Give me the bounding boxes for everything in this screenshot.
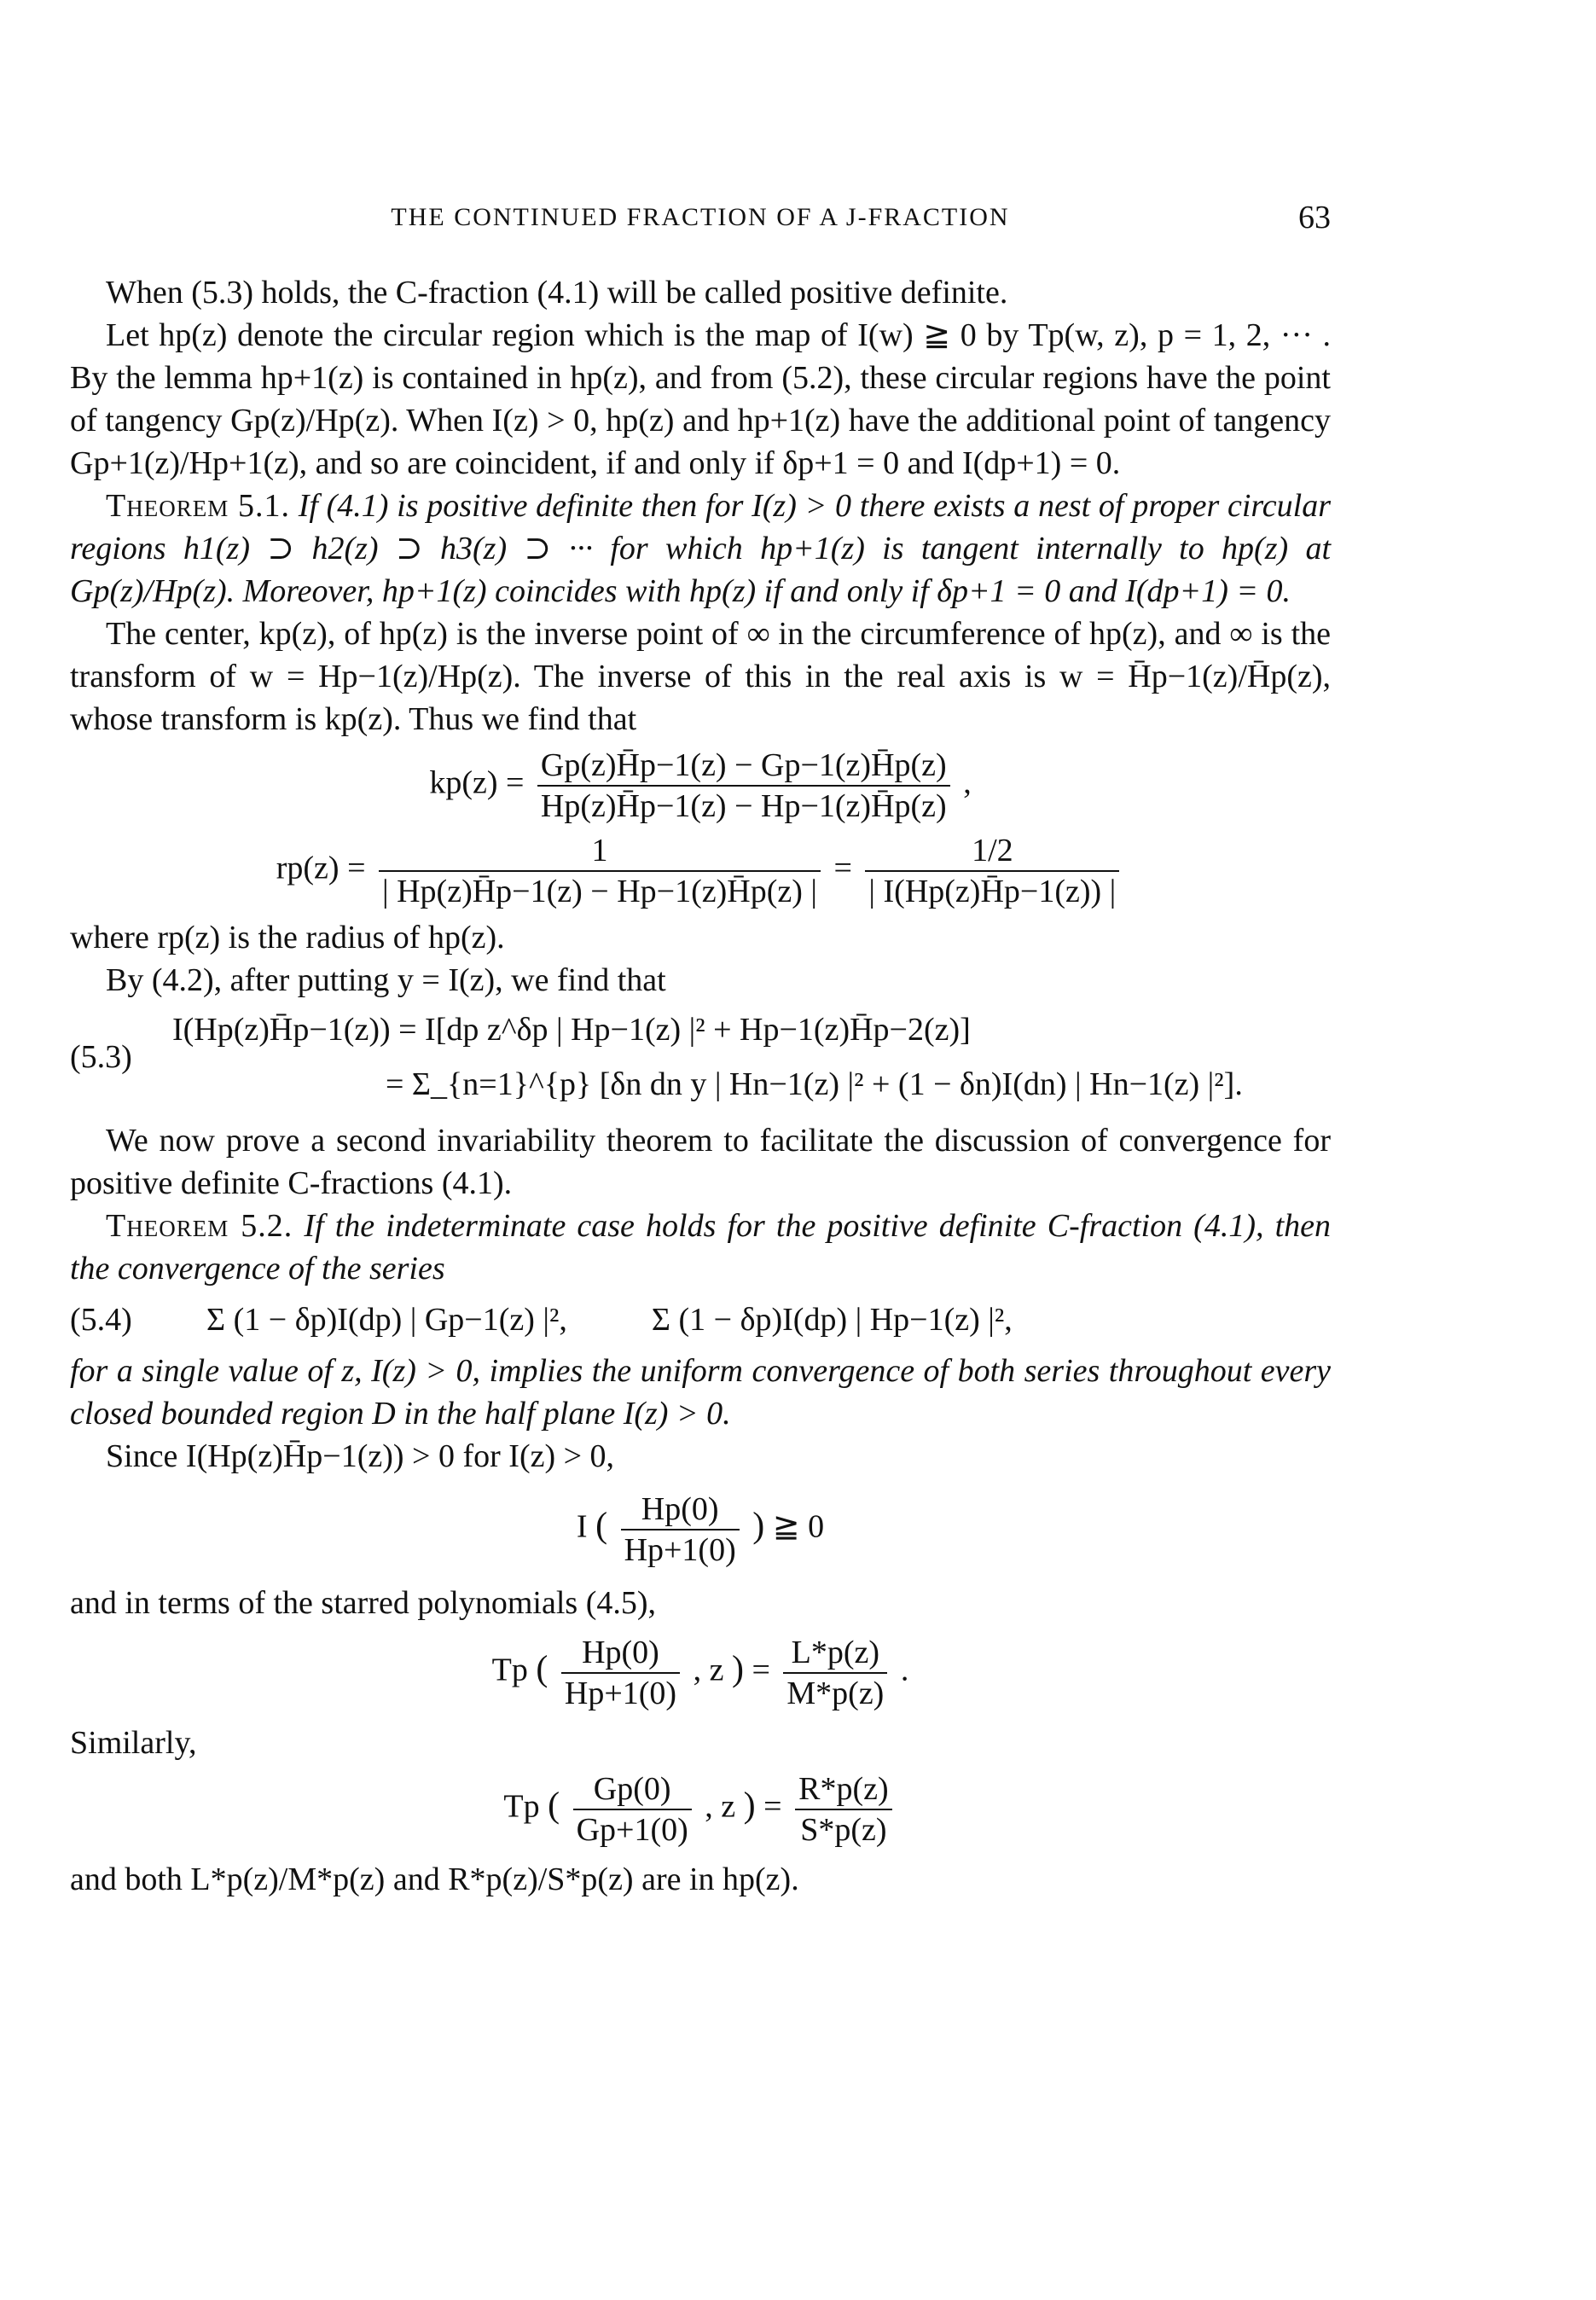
tp2-arg-tail: , z: [705, 1788, 736, 1825]
ineq-numerator: Hp(0): [621, 1490, 740, 1530]
rp-equals: =: [833, 850, 852, 886]
tp2-rhs-fraction: [795, 1769, 892, 1850]
tp2-arg-fraction: [573, 1769, 692, 1850]
tp-rhs-denominator: M*p(z): [786, 1676, 885, 1711]
rp-fraction-1: [379, 831, 821, 911]
rp-numerator-2: 1/2: [865, 831, 1119, 872]
tp2-rhs-numerator: R*p(z): [795, 1769, 892, 1810]
paragraph-invariability: We now prove a second invariability theorem to facilitate the discussion of convergence for positive definite C-fractions (4.1).: [70, 1123, 1331, 1201]
theorem-5-2-label: Theorem 5.2.: [106, 1208, 293, 1244]
paragraph-positive-definite: When (5.3) holds, the C-fraction (4.1) will be called positive definite.: [106, 275, 1008, 311]
inequality-hp-ratio: I ( $\frac{Hp(0)}{Hp+1(0)}$ ) ≧ 0: [576, 1491, 825, 1568]
ineq-lhs: I: [576, 1508, 588, 1545]
equation-5-4-series-1: Σ (1 − δp)I(dp) | Gp−1(z) |²,: [206, 1302, 567, 1338]
running-title: THE CONTINUED FRACTION OF A J-FRACTION: [391, 203, 1010, 231]
equation-5-4: [70, 1298, 1331, 1341]
tp-arg-tail: , z: [693, 1652, 724, 1688]
paragraph-center: The center, kp(z), of hp(z) is the inverse point of ∞ in the circumference of hp(z), and ∞ is the transform of w = Hp−1(z)/Hp(z). The inverse of this in the real axis is w = H̄p−1(z)/H̄p(z), whose transform is kp(z). Thus we find that: [70, 616, 1331, 737]
tp-arg-denominator: Hp+1(0): [564, 1676, 677, 1711]
paragraph-since: Since I(Hp(z)H̄p−1(z)) > 0 for I(z) > 0,: [106, 1438, 615, 1474]
equation-5-4-series-2: Σ (1 − δp)I(dp) | Hp−1(z) |²,: [651, 1302, 1013, 1338]
rp-denominator-1: | Hp(z)H̄p−1(z) − Hp−1(z)H̄p(z) |: [382, 874, 817, 909]
page-body: [70, 271, 1331, 1901]
theorem-5-2-continuation: for a single value of z, I(z) > 0, implies the uniform convergence of both series throughout every closed bounded region D in the half plane I(z) > 0.: [70, 1353, 1331, 1432]
kp-numerator: Gp(z)H̄p−1(z) − Gp−1(z)H̄p(z): [537, 746, 950, 787]
equation-5-3-label: (5.3): [70, 1039, 132, 1075]
equation-5-4-label: (5.4): [70, 1302, 132, 1338]
theorem-5-2-text: If the indeterminate case holds for the positive definite C-fraction (4.1), then the convergence of the series: [70, 1208, 1332, 1286]
kp-tail: ,: [963, 764, 972, 801]
equation-5-3: [70, 1008, 1331, 1106]
tp2-arg-denominator: Gp+1(0): [576, 1812, 688, 1848]
page-header: [70, 196, 1331, 244]
equation-5-3-line-2: = Σ_{n=1}^{p} [δn dn y | Hn−1(z) |² + (1 − δn)I(dn) | Hn−1(z) |²].: [386, 1066, 1243, 1102]
paragraph-similarly: Similarly,: [70, 1725, 197, 1761]
ineq-rhs: ≧ 0: [772, 1508, 825, 1545]
tp2-arg-numerator: Gp(0): [573, 1769, 692, 1810]
tp-arg-numerator: Hp(0): [561, 1633, 680, 1674]
paragraph-starred: and in terms of the starred polynomials (4.5),: [70, 1585, 657, 1621]
kp-denominator: Hp(z)H̄p−1(z) − Hp−1(z)H̄p(z): [540, 788, 947, 824]
tp-rhs-fraction: [783, 1633, 887, 1713]
rp-lhs: rp(z) =: [276, 850, 366, 886]
equation-kp: [70, 746, 1331, 826]
paragraph-circular-regions: Let hp(z) denote the circular region which is the map of I(w) ≧ 0 by Tp(w, z), p = 1, 2, ··· . By the lemma hp+1(z) is contained in hp(z), and from (5.2), these circular regions have the point of tangency Gp(z)/Hp(z). When I(z) > 0, hp(z) and hp+1(z) have the additional point of tangency Gp+1(z)/Hp+1(z), and so are coincident, if and only if δp+1 = 0 and I(dp+1) = 0.: [70, 317, 1331, 481]
tp2-rhs-denominator: S*p(z): [800, 1812, 887, 1848]
theorem-5-1: [70, 485, 1331, 613]
rp-denominator-2: | I(Hp(z)H̄p−1(z)) |: [868, 874, 1117, 909]
tp-arg-fraction: [561, 1633, 680, 1713]
theorem-5-2: [70, 1205, 1331, 1290]
equation-5-3-line-1: I(Hp(z)H̄p−1(z)) = I[dp z^δp | Hp−1(z) |² + Hp−1(z)H̄p−2(z)]: [172, 1012, 971, 1048]
ineq-denominator: Hp+1(0): [624, 1532, 736, 1568]
rp-numerator-1: 1: [379, 831, 821, 872]
kp-fraction: [537, 746, 950, 826]
theorem-5-1-label: Theorem 5.1.: [106, 488, 290, 524]
tp-rhs-numerator: L*p(z): [783, 1633, 887, 1674]
equation-tp-l: Tp ( $\frac{Hp(0)}{Hp+1(0)}$ , z ) = $\frac{L*p(z)}{M*p(z)}$ .: [491, 1635, 909, 1711]
equation-tp-r: Tp ( $\frac{Gp(0)}{Gp+1(0)}$ , z ) = $\frac{R*p(z)}{S*p(z)}$: [70, 1769, 1331, 1850]
theorem-5-1-text: If (4.1) is positive definite then for I(z) > 0 there exists a nest of proper circular regions h1(z) ⊃ h2(z) ⊃ h3(z) ⊃ ··· for which hp+1(z) is tangent internally to hp(z) at Gp(z)/Hp(z). Moreover, hp+1(z) coincides with hp(z) if and only if δp+1 = 0 and I(dp+1) = 0.: [70, 488, 1332, 609]
rp-fraction-2: [865, 831, 1119, 911]
tp-rhs-tail: .: [900, 1652, 909, 1688]
tp-lhs: Tp: [491, 1652, 528, 1688]
paragraph-radius: where rp(z) is the radius of hp(z).: [70, 920, 505, 955]
paragraph-by-4-2: By (4.2), after putting y = I(z), we find that: [106, 962, 666, 998]
paragraph-both-in-hp: and both L*p(z)/M*p(z) and R*p(z)/S*p(z) are in hp(z).: [70, 1861, 799, 1897]
ineq-fraction: [621, 1490, 740, 1570]
equation-rp: [70, 831, 1331, 911]
kp-lhs: kp(z) =: [429, 764, 525, 801]
tp2-lhs: Tp: [503, 1788, 540, 1825]
equation-5-4-line: [70, 1298, 1331, 1341]
page-number: 63: [1298, 200, 1331, 235]
